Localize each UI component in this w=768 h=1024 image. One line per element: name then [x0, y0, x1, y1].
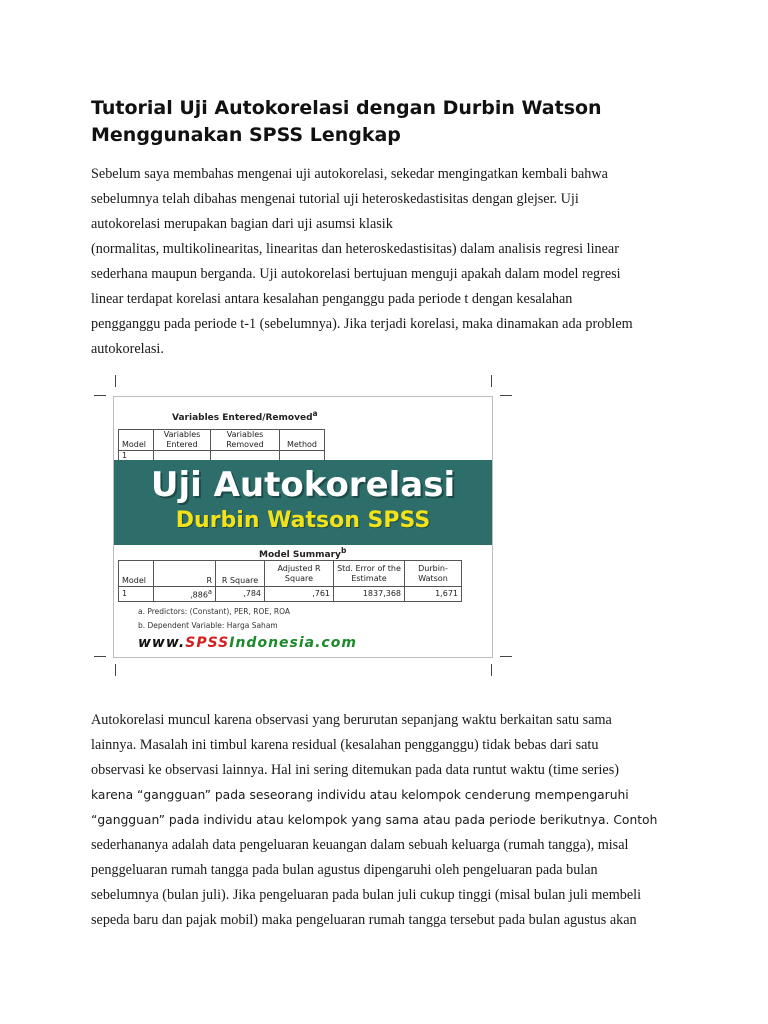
crop-mark: [94, 395, 106, 396]
paragraph-line: penggeluaran rumah tangga pada bulan agustus dipengaruhi oleh pengeluaran pada bulan: [91, 862, 598, 878]
paragraph-line: sederhananya adalah data pengeluaran keuangan dalam sebuah keluarga (rumah tangga), misal: [91, 837, 629, 853]
banner-subtitle: Durbin Watson SPSS: [175, 508, 431, 533]
paragraph-line: linear terdapat korelasi antara kesalahan penganggu pada periode t dengan kesalahan: [91, 291, 573, 307]
r-superscript: a: [207, 588, 212, 596]
paragraph-line: sederhana maupun berganda. Uji autokorelasi bertujuan menguji apakah dalam model regresi: [91, 266, 621, 282]
paragraph-line: Sebelum saya membahas mengenai uji autokorelasi, sekedar mengingatkan kembali bahwa: [91, 166, 608, 182]
header-cell: Model: [119, 561, 154, 587]
crop-mark: [94, 656, 106, 657]
row-cell: 1,671: [405, 587, 462, 602]
variables-table-caption: [172, 409, 318, 423]
row-cell: [154, 587, 216, 602]
caption-superscript: a: [312, 409, 318, 418]
paragraph-line: sepeda baru dan pajak mobil) maka pengeluaran rumah tangga tersebut pada bulan agustus akan: [91, 912, 637, 928]
crop-mark: [115, 664, 116, 676]
paragraph-line: autokorelasi merupakan bagian dari uji asumsi klasik: [91, 216, 393, 232]
paragraph-line: lainnya. Masalah ini timbul karena residual (kesalahan pengganggu) tidak bebas dari satu: [91, 737, 599, 753]
header-cell: Adjusted R Square: [265, 561, 334, 587]
title-line-2: Menggunakan SPSS Lengkap: [91, 124, 401, 146]
article-title: [91, 95, 691, 149]
model-summary-caption: [259, 546, 346, 560]
paragraph-line: Autokorelasi muncul karena observasi yang berurutan sepanjang waktu berkaitan satu sama: [91, 712, 612, 728]
paragraph-line: “gangguan” pada individu atau kelompok yang sama atau pada periode berikutnya. Contoh: [91, 813, 658, 827]
site-prefix: www.: [138, 635, 186, 651]
crop-mark: [500, 395, 512, 396]
header-cell: Model: [119, 430, 154, 451]
paragraph-line: autokorelasi.: [91, 341, 164, 357]
banner-title: Uji Autokorelasi: [150, 465, 456, 505]
row-cell: 1: [119, 451, 154, 462]
paragraph-line: sebelumnya (bulan juli). Jika pengeluaran pada bulan juli cukup tinggi (misal bulan juli membeli: [91, 887, 642, 903]
row-cell: 1: [119, 587, 154, 602]
crop-mark: [491, 375, 492, 387]
website-watermark: [138, 635, 357, 651]
spss-output-figure: [113, 396, 493, 658]
header-cell: Variables Removed: [211, 430, 280, 451]
crop-mark: [491, 664, 492, 676]
r-value: ,886: [190, 590, 208, 600]
header-cell: Method: [280, 430, 325, 451]
paragraph-line: observasi ke observasi lainnya. Hal ini sering ditemukan pada data runtut waktu (time series): [91, 762, 619, 778]
paragraph-line: pengganggu pada periode t-1 (sebelumnya). Jika terjadi korelasi, maka dinamakan ada problem: [91, 316, 633, 332]
paragraph-line: sebelumnya telah dibahas mengenai tutorial uji heteroskedastisitas dengan glejser. Uji: [91, 191, 579, 207]
crop-mark: [500, 656, 512, 657]
header-cell: Std. Error of the Estimate: [334, 561, 405, 587]
row-cell: ,784: [216, 587, 265, 602]
site-brand-red: SPSS: [185, 635, 230, 651]
table-note-a: a. Predictors: (Constant), PER, ROE, ROA: [138, 607, 290, 616]
site-brand-green: Indonesia.com: [229, 635, 357, 651]
header-cell: Variables Entered: [154, 430, 211, 451]
header-cell: R: [154, 561, 216, 587]
caption-text: Variables Entered/Removed: [172, 413, 313, 423]
caption-superscript: b: [340, 546, 347, 555]
paragraph-line: (normalitas, multikolinearitas, linearitas dan heteroskedastisitas) dalam analisis regresi linear: [91, 241, 619, 257]
caption-text: Model Summary: [259, 550, 341, 560]
table-note-b: b. Dependent Variable: Harga Saham: [138, 621, 278, 630]
body-paragraph: [91, 708, 681, 933]
header-cell: R Square: [216, 561, 265, 587]
variables-entered-table: [118, 429, 325, 462]
intro-paragraph: [91, 162, 681, 362]
title-banner: [114, 460, 492, 545]
row-cell: ,761: [265, 587, 334, 602]
row-cell: 1837,368: [334, 587, 405, 602]
model-summary-table: [118, 560, 462, 602]
header-cell: Durbin-Watson: [405, 561, 462, 587]
paragraph-line: karena “gangguan” pada seseorang individu atau kelompok cenderung mempengaruhi: [91, 788, 629, 802]
crop-mark: [115, 375, 116, 387]
title-line-1: Tutorial Uji Autokorelasi dengan Durbin Watson: [91, 97, 602, 119]
